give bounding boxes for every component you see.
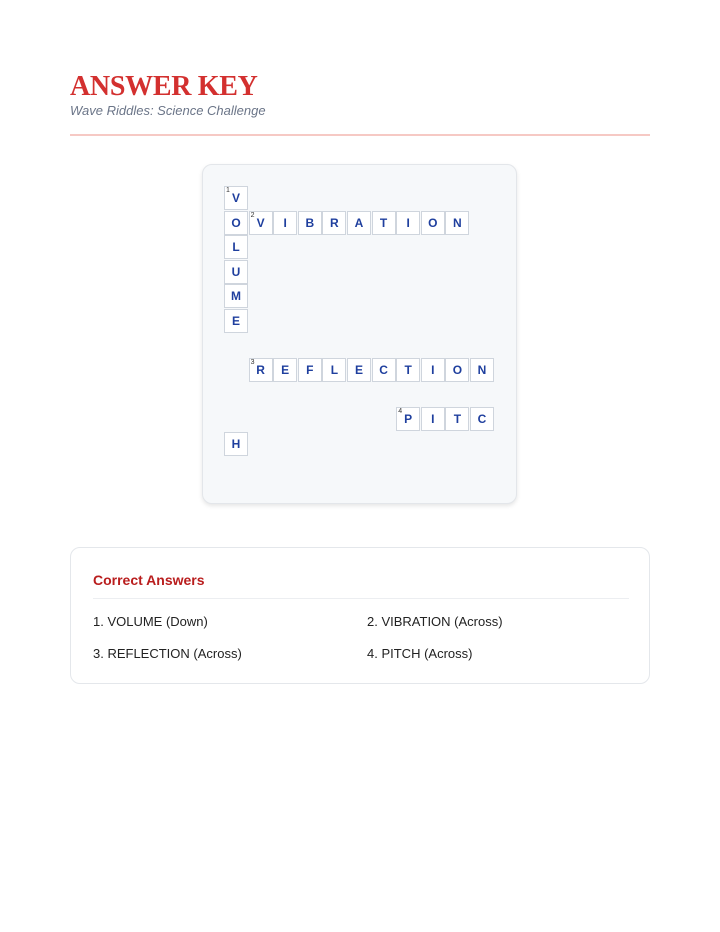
grid-cell [347, 358, 371, 382]
clue-number: 1 [226, 187, 230, 194]
grid-cell-letter: M [231, 289, 241, 304]
grid-cell [249, 358, 273, 382]
grid-cell-letter: L [330, 363, 339, 378]
grid-cell [421, 358, 445, 382]
grid-cell [396, 358, 420, 382]
grid-cell-letter: O [428, 215, 438, 230]
puzzle-subtitle: Wave Riddles: Science Challenge [70, 103, 266, 118]
grid-cell [298, 211, 322, 235]
grid-cell-letter: E [354, 363, 363, 378]
grid-cell [224, 211, 248, 235]
grid-cell [224, 235, 248, 259]
grid-cell-letter: I [406, 215, 410, 230]
grid-cell [224, 432, 248, 456]
grid-cell [322, 358, 346, 382]
grid-cell-letter: T [404, 363, 412, 378]
grid-cell-letter: T [379, 215, 388, 230]
grid-cell [224, 260, 248, 284]
answer-item-1: 1. VOLUME (Down) [93, 614, 208, 629]
grid-cell-letter: N [477, 363, 487, 378]
grid-cell-letter: N [453, 215, 462, 230]
grid-cell [224, 284, 248, 308]
answer-item-2: 2. VIBRATION (Across) [367, 614, 503, 629]
grid-cell [445, 407, 469, 431]
grid-cell-letter: P [404, 412, 413, 427]
grid-cell [372, 358, 396, 382]
grid-cell [421, 211, 445, 235]
grid-cell-letter: U [231, 264, 241, 279]
answer-item-3: 3. REFLECTION (Across) [93, 646, 242, 661]
grid-cell [224, 309, 248, 333]
grid-cell-letter: T [453, 412, 462, 427]
grid-cell-letter: O [231, 215, 241, 230]
crossword-grid [202, 164, 517, 504]
grid-cell-letter: I [431, 412, 435, 427]
grid-cell-letter: R [330, 215, 339, 230]
answers-divider [93, 598, 629, 599]
grid-cell-letter: E [281, 363, 290, 378]
grid-cell [273, 358, 297, 382]
clue-number: 2 [250, 211, 255, 219]
grid-cell [322, 211, 346, 235]
grid-cell-letter: B [305, 215, 315, 230]
grid-cell-letter: A [354, 215, 364, 230]
grid-cell [249, 211, 273, 235]
clue-number: 4 [398, 408, 403, 416]
grid-cell [445, 211, 469, 235]
grid-cell-letter: O [452, 363, 463, 378]
grid-cell [224, 186, 248, 210]
grid-cell [273, 211, 297, 235]
grid-cell-letter: R [256, 363, 265, 378]
grid-cell-letter: E [231, 314, 240, 328]
grid-cell [470, 358, 494, 382]
answer-key-title: ANSWER KEY [70, 71, 258, 102]
grid-cell-letter: L [232, 240, 240, 255]
grid-cell-letter: I [283, 215, 287, 230]
answer-item-4: 4. PITCH (Across) [367, 646, 473, 661]
grid-cell [298, 358, 322, 382]
grid-cell [470, 407, 494, 431]
correct-answers-title: Correct Answers [93, 572, 205, 588]
correct-answers-panel [70, 547, 650, 684]
grid-cell [396, 407, 420, 431]
grid-cell [372, 211, 396, 235]
grid-cell-letter: I [431, 363, 435, 378]
grid-cell-letter: F [306, 363, 314, 378]
grid-cell-letter: C [379, 363, 388, 378]
grid-cell-letter: C [477, 412, 487, 427]
grid-cell [396, 211, 420, 235]
header-divider [70, 134, 650, 136]
grid-cell-letter: V [231, 191, 240, 205]
grid-cell [347, 211, 371, 235]
grid-cell-letter: H [231, 437, 241, 451]
grid-cell [445, 358, 469, 382]
grid-cell [421, 407, 445, 431]
grid-cell-letter: V [256, 215, 265, 230]
clue-number: 3 [250, 359, 255, 367]
